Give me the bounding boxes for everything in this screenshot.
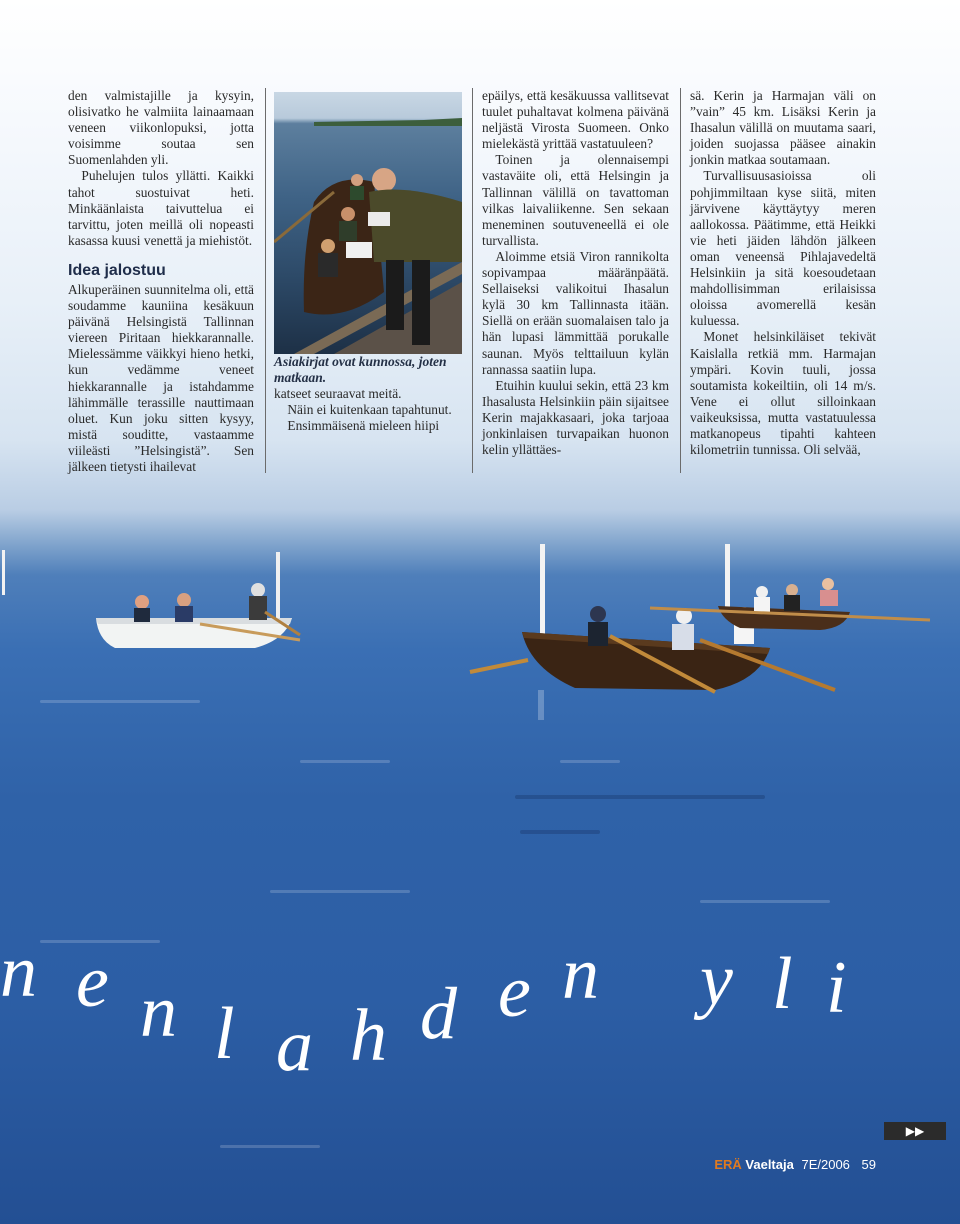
paragraph: Näin ei kuitenkaan tapahtunut.: [287, 402, 452, 418]
headline-letter: l: [214, 993, 235, 1075]
headline-letter: l: [772, 943, 793, 1025]
issue-number: 7E/2006: [801, 1157, 850, 1172]
photo-caption: Asiakirjat ovat kunnossa, joten matkaan.: [274, 354, 447, 385]
headline-letter: y: [700, 939, 733, 1021]
headline-tail: [0, 930, 960, 1090]
column-divider: [265, 88, 266, 473]
paragraph: den valmistajille ja kysyin, olisivatko he valmiita lainaamaan veneen viikonlopuksi, jotta voisimme soutaa sen Suomenlahden yli.: [68, 88, 254, 168]
paragraph: Etuihin kuului sekin, että 23 km Ihasalusta Helsinkiin päin sijaitsee Kerin majakkasaari, joka tarjoaa jonkinlaisen turvapaikan huonon kelin yllättäes-: [482, 377, 669, 458]
paragraph: Turvallisuusasioissa oli pohjimmiltaan kyse siitä, miten järvivene käyttäytyy meren aallokossa. Päätimme, että Heikki vie heti jäiden lähdön jälkeen oman veneensä Pihlajavedeltä Helsinkiin ja sitä koesoudetaan mahdollisimman erilaisissa oloissa avomerellä kesän kuluessa.: [690, 168, 876, 329]
paragraph: sä. Kerin ja Harmajan väli on ”vain” 45 km. Lisäksi Kerin ja Ihasalun välillä on muutama saari, joiden suojassa pääsee ainakin jonkin matkaa soutamaan.: [690, 88, 876, 168]
headline-letter: h: [350, 995, 387, 1077]
boat-crew-photo: [274, 92, 462, 354]
paragraph: epäilys, että kesäkuussa vallitsevat tuulet puhaltavat kolmena päivänä neljästä Virosta Suomeen. Onko mielekästä yrittää vastatuuleen?: [482, 88, 669, 152]
text-column-4: [690, 88, 876, 458]
headline-letter: d: [420, 973, 457, 1055]
distant-rowboat: [650, 578, 930, 630]
section-heading: Idea jalostuu: [68, 261, 166, 279]
headline-letter: n: [562, 933, 599, 1015]
next-page-arrow-icon: [884, 1122, 946, 1140]
paragraph: Alkuperäinen suunnitelma oli, että soudamme kauniina kesäkuun päivänä Helsingistä Tallinnan viereen Piritaan hiekkarannalle. Mielessämme väikkyi hieno hetki, kun vedämme veneet hiekkarannalle ja istahdamme lähimmälle terassille nauttimaan oluet. Kun joku sitten kysyy, mistä souditte, vastaamme viileästi ”Helsingistä”. Sen jälkeen tietysti ihailevat: [68, 281, 254, 474]
paragraph: katseet seuraavat meitä.: [274, 386, 402, 401]
boat-crew-photo-illustration: [274, 92, 462, 354]
headline-letter: a: [276, 1005, 313, 1087]
magazine-brand-era: ERÄ: [714, 1157, 742, 1172]
headline-letter: i: [826, 947, 847, 1029]
paragraph: Aloimme etsiä Viron rannikolta sopivampaa määränpäätä. Sellaiseksi valikoitui Ihasalun kylä 30 km Tallinnasta itään. Siellä on erään suomalaisen talo ja hän lupasi lämmittää porukalle saunan. Myös telttailuun kylän rannassa saatiin lupa.: [482, 248, 669, 377]
paragraph: Puhelujen tulos yllätti. Kaikki tahot suostuivat heti. Minkäänlaista taivuttelua ei tarvittu, joten meillä oli nopeasti kasassa kuusi venettä ja miehistöt.: [68, 168, 254, 248]
headline-letter: e: [498, 951, 531, 1033]
headline-letter: e: [76, 941, 109, 1023]
text-column-2: [274, 92, 462, 434]
headline-letter: n: [0, 931, 37, 1013]
white-rowboat: [96, 552, 300, 648]
headline-letter: n: [140, 971, 177, 1053]
arrow-glyph: ▶▶: [905, 1124, 925, 1138]
paragraph: Ensimmäisenä mieleen hiipi: [287, 418, 440, 434]
text-column-3: [482, 88, 669, 458]
paragraph: Toinen ja olennaisempi vastaväite oli, että Helsingin ja Tallinnan välillä on tavattoman vilkas laivaliikenne. Sen sekaan meneminen soutuveneellä ei ole turvallista.: [482, 152, 669, 248]
page-number: 59: [861, 1157, 876, 1172]
rowing-boats-illustration: [0, 540, 960, 720]
page-footer: [714, 1157, 876, 1172]
paragraph: Monet helsinkiläiset tekivät Kaislalla retkiä mm. Harmajan ympäri. Kovin tuuli, jossa soutamista kokeiltiin, oli 14 m/s. Vene ei ollut silloinkaan vaikeuksissa, mutta vastatuulessa matkanopeus tipahti kahteen kilometriin tunnissa. Oli selvää,: [690, 329, 876, 458]
text-column-1: [68, 88, 254, 475]
column-divider: [680, 88, 681, 473]
magazine-brand-vaeltaja: Vaeltaja: [745, 1157, 794, 1172]
column-divider: [472, 88, 473, 473]
